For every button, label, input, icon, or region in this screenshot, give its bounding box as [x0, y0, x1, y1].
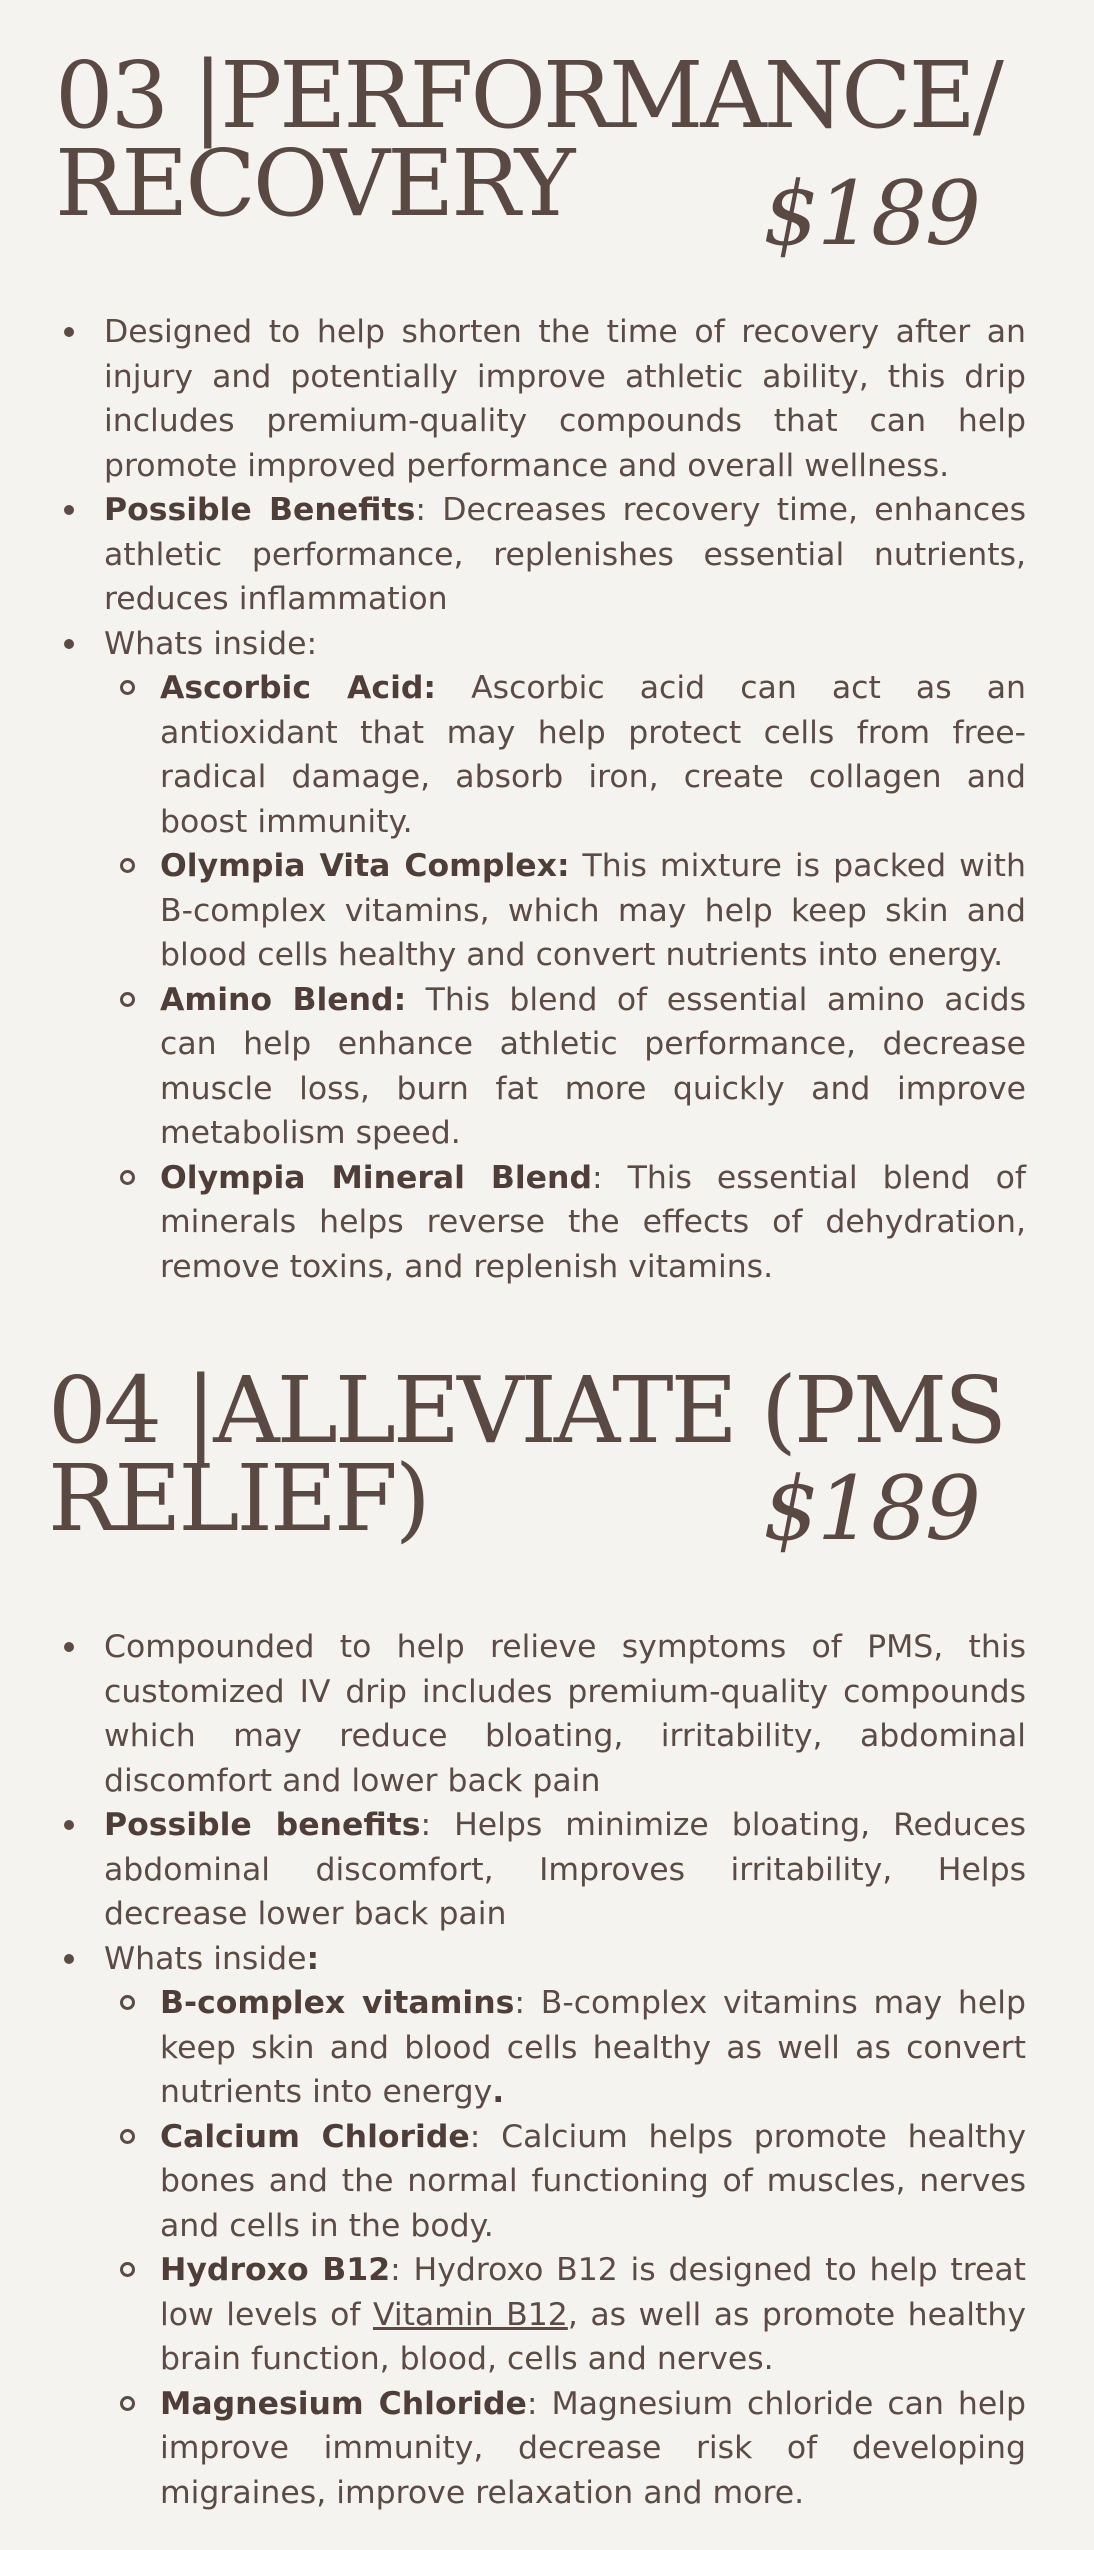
ingredient-name: Amino Blend: — [160, 981, 407, 1018]
ingredient-item — [104, 1981, 1026, 2115]
title-line-1: 03 |PERFORMANCE/ — [55, 42, 1001, 149]
title-line-1: 04 |ALLEVIATE (PMS — [48, 1357, 1005, 1464]
list-item-intro — [58, 1625, 1026, 1803]
intro-text: Compounded to help relieve symptoms of PMS, this customized IV drip includes premium-quality compounds which may reduce bloating, irritability, abdominal discomfort and lower back pain — [104, 1629, 1026, 1799]
ingredient-name: Ascorbic Acid: — [160, 670, 437, 706]
ingredient-text: : Calcium helps promote healthy bones and the normal functioning of muscles, nerves and cells in the body. — [160, 2118, 1026, 2244]
section-alleviate-pms-relief — [0, 1355, 1094, 2511]
benefits-text: : Helps minimize bloating, Reduces abdominal discomfort, Improves irritability, Helps decrease lower back pain — [104, 1807, 1027, 1932]
title-line-2: RELIEF) — [48, 1445, 428, 1552]
inside-label: Whats inside: — [104, 625, 318, 662]
ingredient-name: B-complex vitamins — [160, 1985, 515, 2021]
list-item-inside — [58, 1937, 1026, 2516]
ingredient-text-before: : Hydroxo B12 is designed to help treat low levels of — [160, 2252, 1026, 2333]
ingredient-name: Magnesium Chloride — [160, 2385, 527, 2422]
ingredient-text: Ascorbic acid can act as an antioxidant that may help protect cells from free-radical damage, absorb iron, create collagen and boost immunity. — [160, 670, 1026, 840]
inside-colon: : — [306, 1940, 320, 1977]
ingredient-tail: . — [492, 2074, 505, 2110]
ingredient-text: This blend of essential amino acids can help enhance athletic performance, decrease muscle loss, burn fat more quickly and improve metabolism speed. — [160, 981, 1026, 1151]
details-list — [58, 310, 1026, 1289]
vitamin-b12-link[interactable]: Vitamin B12 — [372, 2296, 568, 2333]
list-item-benefits — [58, 488, 1026, 622]
intro-text: Designed to help shorten the time of recovery after an injury and potentially improve athletic ability, this drip includes premium-quality compounds that can help promote improved performance and overall wellness. — [104, 314, 1026, 484]
ingredient-item — [104, 1156, 1026, 1290]
ingredient-text: This mixture is packed with B-complex vitamins, which may help keep skin and blood cells healthy and convert nutrients into energy. — [160, 848, 1026, 973]
ingredient-item — [104, 978, 1026, 1156]
ingredient-item — [104, 2115, 1026, 2249]
section-performance-recovery — [0, 40, 1094, 1285]
ingredient-item — [104, 844, 1026, 978]
inside-label: Whats inside — [104, 1940, 307, 1977]
ingredient-item — [104, 666, 1026, 844]
ingredient-item — [104, 2248, 1026, 2382]
ingredient-text: : Magnesium chloride can help improve immunity, decrease risk of developing migraines, improve relaxation and more. — [160, 2385, 1026, 2511]
benefits-label: Possible benefits — [104, 1807, 421, 1843]
ingredient-name: Olympia Vita Complex: — [160, 848, 570, 884]
ingredient-item — [104, 2382, 1026, 2516]
benefits-text: : Decreases recovery time, enhances athletic performance, replenishes essential nutrients, reduces inflammation — [104, 492, 1026, 617]
title-line-2: RECOVERY — [55, 130, 573, 237]
benefits-label: Possible Benefits — [104, 492, 416, 528]
list-item-benefits — [58, 1803, 1026, 1937]
ingredient-text: : B-complex vitamins may help keep skin and blood cells healthy as well as convert nutrients into energy — [160, 1985, 1027, 2110]
ingredients-list — [104, 666, 1026, 1289]
price: $189 — [763, 1457, 979, 1560]
ingredient-text-after: , as well as promote healthy brain function, blood, cells and nerves. — [160, 2296, 1026, 2377]
list-item-intro — [58, 310, 1026, 488]
list-item-inside — [58, 622, 1026, 1290]
ingredient-name: Calcium Chloride — [160, 2118, 470, 2155]
ingredients-list — [104, 1981, 1026, 2515]
ingredient-name: Hydroxo B12 — [160, 2252, 391, 2288]
ingredient-name: Olympia Mineral Blend — [160, 1159, 593, 1196]
details-list — [58, 1625, 1026, 2515]
price: $189 — [763, 162, 979, 265]
ingredient-text: : This essential blend of minerals helps reverse the effects of dehydration, remove toxins, and replenish vitamins. — [160, 1159, 1026, 1285]
